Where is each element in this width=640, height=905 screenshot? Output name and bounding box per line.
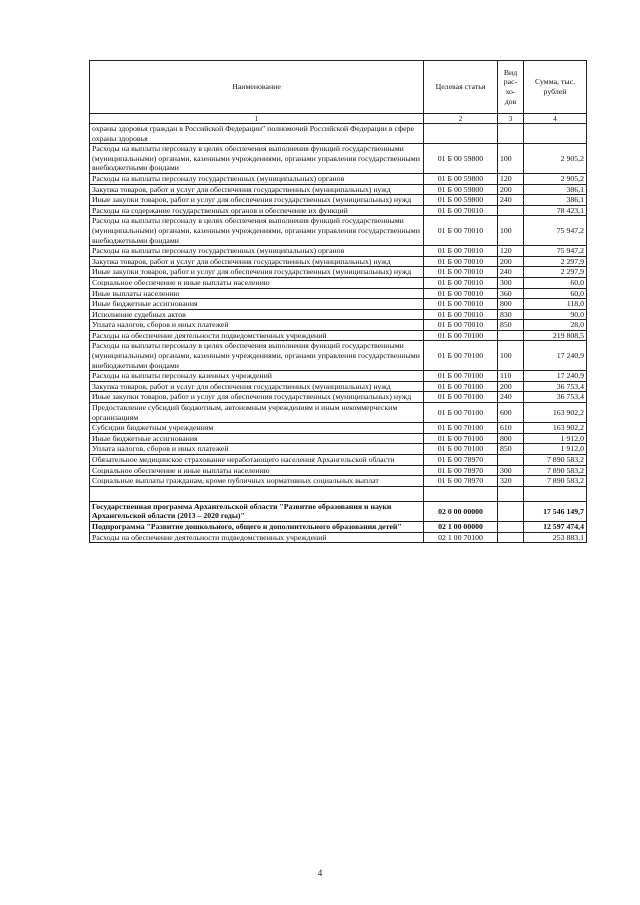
cell-code: 01 Б 00 59800 <box>424 195 498 206</box>
table-row <box>90 184 587 195</box>
cell-name: Иные бюджетные ассигнования <box>90 299 424 310</box>
cell-kind: 200 <box>498 184 524 195</box>
cell-sum: 28,0 <box>524 320 587 331</box>
cell-kind: 320 <box>498 476 524 487</box>
table-row <box>90 299 587 310</box>
cell-name: Иные закупки товаров, работ и услуг для обеспечения государственных (муниципальных) нужд <box>90 392 424 403</box>
table-row <box>90 320 587 331</box>
table-row <box>90 288 587 299</box>
cell-sum: 17 240,9 <box>524 341 587 371</box>
cell-sum: 60,0 <box>524 288 587 299</box>
cell-name: Расходы на обеспечение деятельности подведомственных учреждений <box>90 532 424 543</box>
table-row <box>90 124 587 144</box>
cell-code: 02 1 00 70100 <box>424 532 498 543</box>
cell-code: 01 Б 00 70010 <box>424 288 498 299</box>
cell-code: 01 Б 00 70100 <box>424 371 498 382</box>
cell-kind: 600 <box>498 403 524 423</box>
cell-sum: 7 890 583,2 <box>524 465 587 476</box>
budget-table <box>89 60 587 543</box>
column-number: 2 <box>424 114 498 124</box>
cell-name: Закупка товаров, работ и услуг для обеспечения государственных (муниципальных) нужд <box>90 381 424 392</box>
table-body <box>90 124 587 543</box>
cell-name: Расходы на выплаты персоналу государственных (муниципальных) органов <box>90 246 424 257</box>
table-row <box>90 501 587 521</box>
cell-code: 01 Б 00 78970 <box>424 465 498 476</box>
cell-name: охраны здоровья граждан в Российской Федерации" полномочий Российской Федерации в сфере охраны здоровья <box>90 124 424 144</box>
cell-name: Расходы на выплаты персоналу казенных учреждений <box>90 371 424 382</box>
empty-cell <box>90 486 424 501</box>
cell-kind: 110 <box>498 371 524 382</box>
table-row <box>90 173 587 184</box>
table-row <box>90 267 587 278</box>
cell-code: 01 Б 00 59800 <box>424 144 498 174</box>
cell-code: 01 Б 00 70010 <box>424 216 498 246</box>
cell-kind: 800 <box>498 433 524 444</box>
cell-kind: 200 <box>498 256 524 267</box>
cell-code: 01 Б 00 70010 <box>424 277 498 288</box>
empty-cell <box>524 486 587 501</box>
table-row <box>90 433 587 444</box>
table-row <box>90 381 587 392</box>
table-row <box>90 521 587 532</box>
cell-kind: 830 <box>498 309 524 320</box>
cell-kind: 850 <box>498 320 524 331</box>
cell-kind: 610 <box>498 423 524 434</box>
cell-code: 01 Б 00 70010 <box>424 256 498 267</box>
cell-kind: 240 <box>498 392 524 403</box>
column-number-row <box>90 114 587 124</box>
table-row <box>90 455 587 466</box>
cell-code: 01 Б 00 59800 <box>424 173 498 184</box>
cell-kind: 800 <box>498 299 524 310</box>
cell-sum: 1 912,0 <box>524 444 587 455</box>
cell-kind: 300 <box>498 277 524 288</box>
cell-kind <box>498 532 524 543</box>
cell-name: Иные закупки товаров, работ и услуг для обеспечения государственных (муниципальных) нужд <box>90 267 424 278</box>
table-row <box>90 309 587 320</box>
table-row <box>90 371 587 382</box>
table-row <box>90 216 587 246</box>
cell-sum <box>524 124 587 144</box>
table-row <box>90 341 587 371</box>
table-row <box>90 444 587 455</box>
cell-name: Расходы на выплаты персоналу в целях обеспечения выполнения функций государственными (муниципальными) органами, казенными учреждениями, органами управления государственными внебюджетными фондами <box>90 341 424 371</box>
cell-sum: 90,0 <box>524 309 587 320</box>
cell-name: Подпрограмма "Развитие дошкольного, общего и дополнительного образования детей" <box>90 521 424 532</box>
cell-sum: 386,1 <box>524 184 587 195</box>
cell-sum: 60,0 <box>524 277 587 288</box>
cell-kind: 200 <box>498 381 524 392</box>
header-name: Наименование <box>90 61 424 114</box>
cell-name: Субсидии бюджетным учреждениям <box>90 423 424 434</box>
cell-name: Уплата налогов, сборов и иных платежей <box>90 320 424 331</box>
cell-name: Расходы на содержание государственных органов и обеспечение их функций <box>90 205 424 216</box>
header-code: Целевая статья <box>424 61 498 114</box>
cell-code: 02 0 00 00000 <box>424 501 498 521</box>
cell-name: Уплата налогов, сборов и иных платежей <box>90 444 424 455</box>
table-header-row <box>90 61 587 114</box>
cell-name: Иные бюджетные ассигнования <box>90 433 424 444</box>
table-row <box>90 465 587 476</box>
cell-sum: 75 947,2 <box>524 246 587 257</box>
table-row <box>90 392 587 403</box>
cell-sum: 163 902,2 <box>524 403 587 423</box>
cell-sum: 17 240,9 <box>524 371 587 382</box>
cell-name: Предоставление субсидий бюджетным, автономным учреждениям и иным некоммерческим организациям <box>90 403 424 423</box>
cell-sum: 2 297,9 <box>524 256 587 267</box>
cell-code: 02 1 00 00000 <box>424 521 498 532</box>
cell-sum: 7 890 583,2 <box>524 476 587 487</box>
page-number: 4 <box>317 868 323 878</box>
table-row <box>90 532 587 543</box>
cell-name: Государственная программа Архангельской области "Развитие образования и науки Архангельской области (2013 – 2020 годы)" <box>90 501 424 521</box>
cell-name: Иные выплаты населению <box>90 288 424 299</box>
cell-sum: 2 297,9 <box>524 267 587 278</box>
cell-code: 01 Б 00 78970 <box>424 455 498 466</box>
cell-kind: 240 <box>498 195 524 206</box>
cell-kind: 850 <box>498 444 524 455</box>
cell-name: Социальное обеспечение и иные выплаты населению <box>90 277 424 288</box>
cell-sum: 253 883,1 <box>524 532 587 543</box>
cell-sum: 2 905,2 <box>524 173 587 184</box>
cell-code: 01 Б 00 59800 <box>424 184 498 195</box>
cell-name: Социальные выплаты гражданам, кроме публичных нормативных социальных выплат <box>90 476 424 487</box>
table-row <box>90 277 587 288</box>
cell-kind: 120 <box>498 246 524 257</box>
cell-code: 01 Б 00 70010 <box>424 309 498 320</box>
table-row <box>90 246 587 257</box>
cell-code: 01 Б 00 70100 <box>424 444 498 455</box>
cell-name: Расходы на обеспечение деятельности подведомственных учреждений <box>90 330 424 341</box>
cell-sum: 2 905,2 <box>524 144 587 174</box>
cell-kind: 300 <box>498 465 524 476</box>
cell-code: 01 Б 00 78970 <box>424 476 498 487</box>
cell-sum: 75 947,2 <box>524 216 587 246</box>
cell-sum: 163 902,2 <box>524 423 587 434</box>
cell-code: 01 Б 00 70100 <box>424 403 498 423</box>
table-row <box>90 423 587 434</box>
table-row <box>90 476 587 487</box>
cell-sum: 7 890 583,2 <box>524 455 587 466</box>
cell-kind: 120 <box>498 173 524 184</box>
cell-code: 01 Б 00 70010 <box>424 246 498 257</box>
cell-name: Расходы на выплаты персоналу в целях обеспечения выполнения функций государственными (муниципальными) органами, казенными учреждениями, органами управления государственными внебюджетными фондами <box>90 216 424 246</box>
spacer-row <box>90 486 587 501</box>
cell-code: 01 Б 00 70100 <box>424 433 498 444</box>
cell-name: Обязательное медицинское страхование неработающего населения Архангельской области <box>90 455 424 466</box>
cell-code: 01 Б 00 70100 <box>424 392 498 403</box>
cell-kind: 240 <box>498 267 524 278</box>
cell-kind <box>498 455 524 466</box>
cell-sum: 17 546 149,7 <box>524 501 587 521</box>
cell-sum: 78 423,1 <box>524 205 587 216</box>
cell-kind: 100 <box>498 341 524 371</box>
table-row <box>90 144 587 174</box>
table-row <box>90 330 587 341</box>
cell-kind: 100 <box>498 144 524 174</box>
cell-code: 01 Б 00 70010 <box>424 320 498 331</box>
cell-name: Закупка товаров, работ и услуг для обеспечения государственных (муниципальных) нужд <box>90 184 424 195</box>
table-row <box>90 403 587 423</box>
cell-code: 01 Б 00 70100 <box>424 423 498 434</box>
cell-name: Расходы на выплаты персоналу государственных (муниципальных) органов <box>90 173 424 184</box>
cell-name: Закупка товаров, работ и услуг для обеспечения государственных (муниципальных) нужд <box>90 256 424 267</box>
cell-kind <box>498 330 524 341</box>
cell-sum: 1 912,0 <box>524 433 587 444</box>
cell-sum: 36 753,4 <box>524 381 587 392</box>
column-number: 1 <box>90 114 424 124</box>
cell-code: 01 Б 00 70100 <box>424 381 498 392</box>
table-row <box>90 256 587 267</box>
cell-code: 01 Б 00 70010 <box>424 205 498 216</box>
header-kind: Вид рас-хо-дов <box>498 61 524 114</box>
cell-code: 01 Б 00 70100 <box>424 341 498 371</box>
cell-kind: 100 <box>498 216 524 246</box>
cell-code: 01 Б 00 70010 <box>424 267 498 278</box>
cell-name: Исполнение судебных актов <box>90 309 424 320</box>
column-number: 3 <box>498 114 524 124</box>
cell-name: Расходы на выплаты персоналу в целях обеспечения выполнения функций государственными (муниципальными) органами, казенными учреждениями, органами управления государственными внебюджетными фондами <box>90 144 424 174</box>
empty-cell <box>424 486 498 501</box>
cell-kind: 360 <box>498 288 524 299</box>
cell-sum: 118,0 <box>524 299 587 310</box>
cell-code <box>424 124 498 144</box>
cell-sum: 36 753,4 <box>524 392 587 403</box>
cell-kind <box>498 501 524 521</box>
cell-sum: 12 597 474,4 <box>524 521 587 532</box>
cell-kind <box>498 521 524 532</box>
cell-sum: 386,1 <box>524 195 587 206</box>
cell-kind <box>498 205 524 216</box>
cell-sum: 219 808,5 <box>524 330 587 341</box>
cell-kind <box>498 124 524 144</box>
column-number: 4 <box>524 114 587 124</box>
header-sum: Сумма, тыс. рублей <box>524 61 587 114</box>
table-row <box>90 195 587 206</box>
cell-name: Иные закупки товаров, работ и услуг для обеспечения государственных (муниципальных) нужд <box>90 195 424 206</box>
empty-cell <box>498 486 524 501</box>
cell-code: 01 Б 00 70100 <box>424 330 498 341</box>
cell-code: 01 Б 00 70010 <box>424 299 498 310</box>
cell-name: Социальное обеспечение и иные выплаты населению <box>90 465 424 476</box>
table-row <box>90 205 587 216</box>
